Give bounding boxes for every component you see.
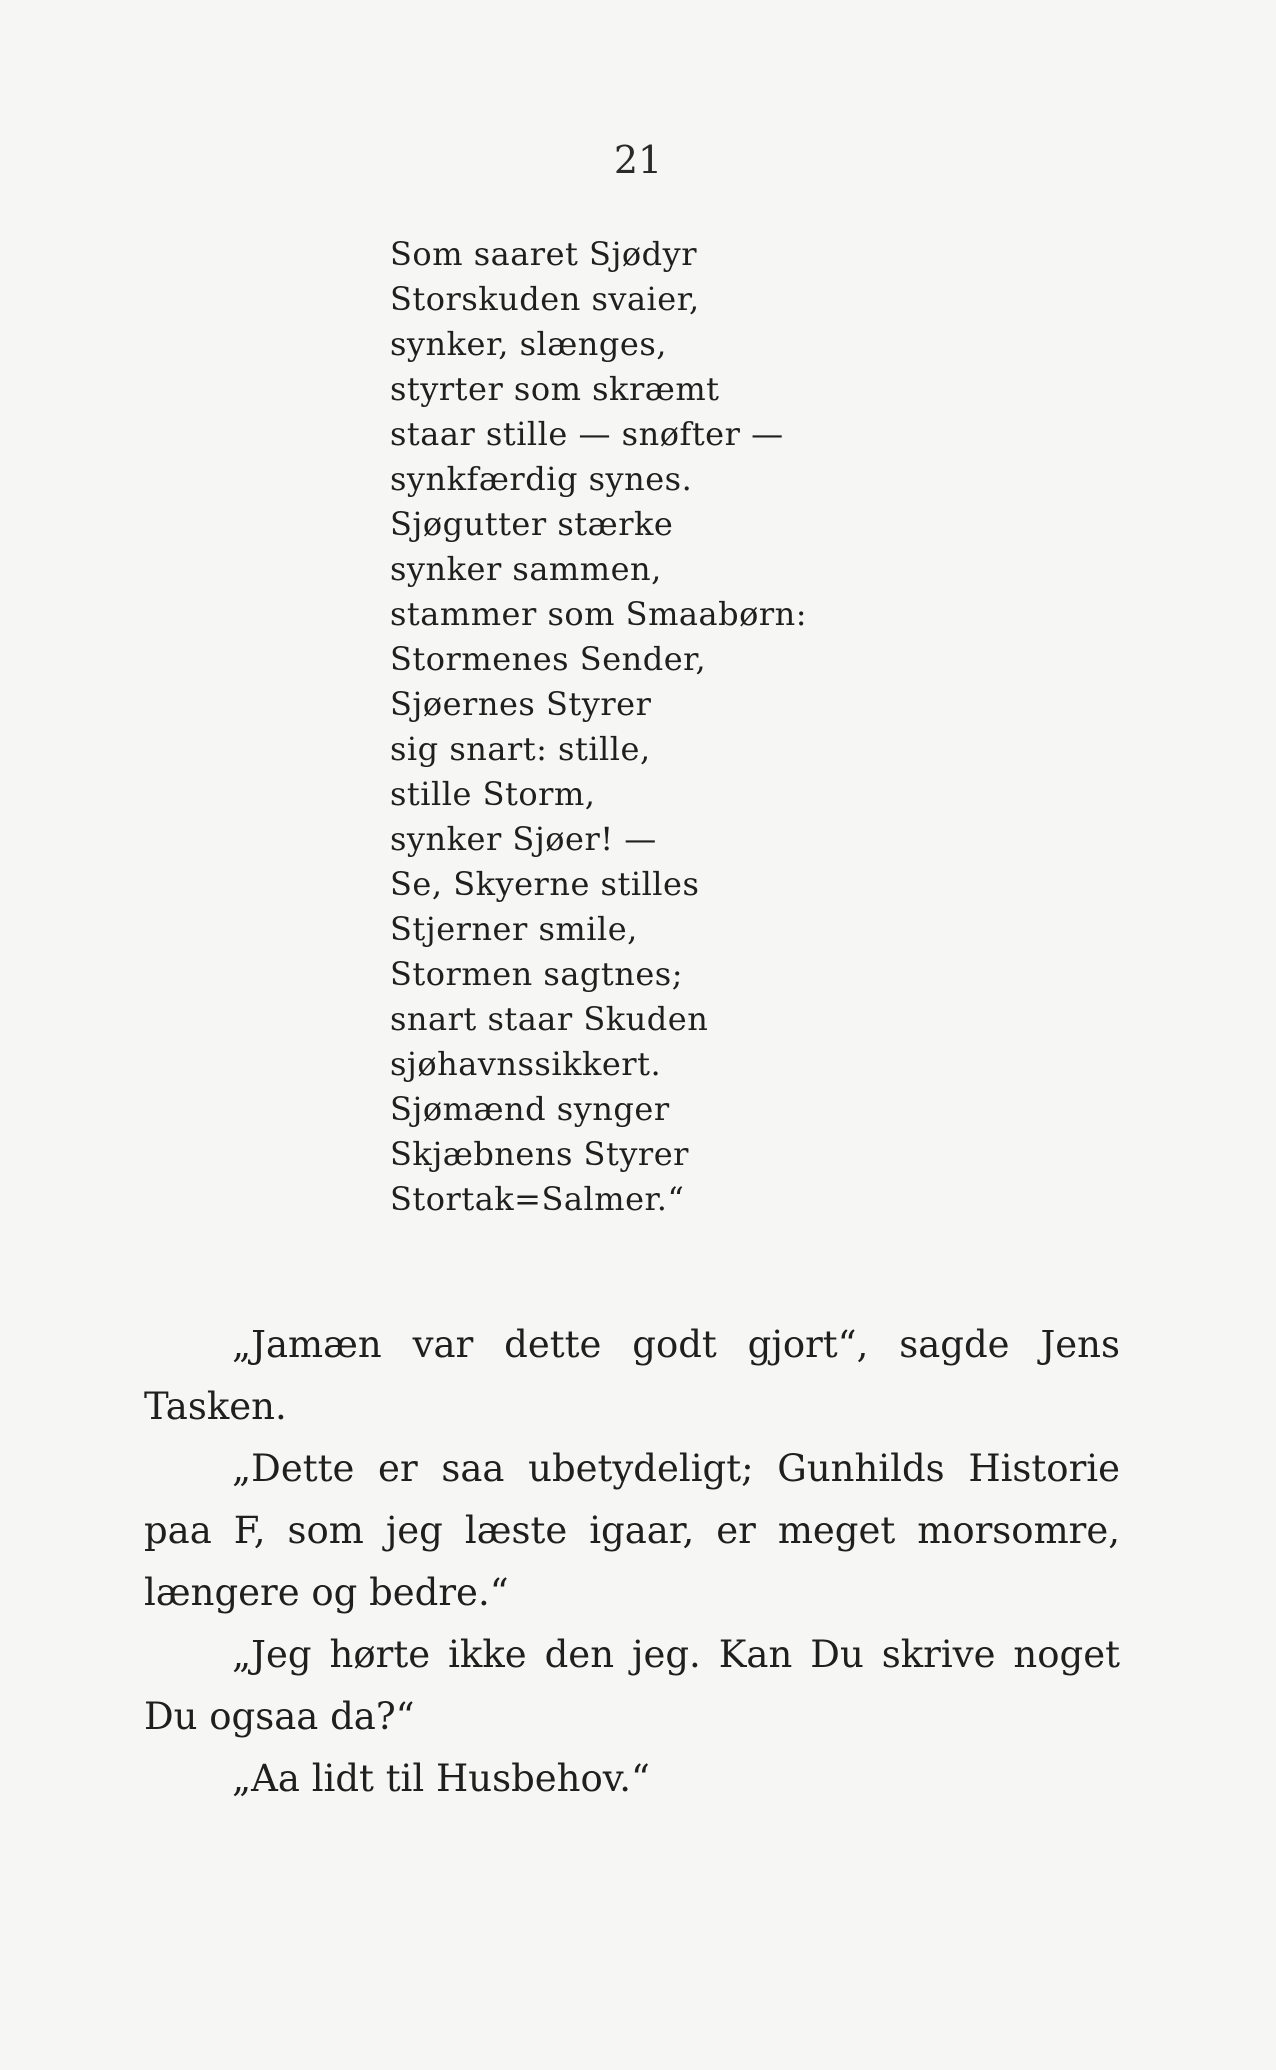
poem-line: sjøhavnssikkert. xyxy=(390,1045,662,1083)
poem-line: Stormenes Sender, xyxy=(390,640,707,678)
poem-line: Stortak=Salmer.“ xyxy=(390,1180,685,1218)
poem-line: Stjerner smile, xyxy=(390,910,638,948)
poem-stanza xyxy=(390,232,890,1222)
poem-line: staar stille — snøfter — xyxy=(390,415,784,453)
dialogue-paragraph: „Jeg hørte ikke den jeg. Kan Du skrive noget Du ogsaa da?“ xyxy=(144,1633,1120,1738)
poem-line: Storskuden svaier, xyxy=(390,280,700,318)
poem-line: Sjøernes Styrer xyxy=(390,685,652,723)
poem-line: Stormen sagtnes; xyxy=(390,955,683,993)
poem-line: styrter som skræmt xyxy=(390,370,720,408)
poem-line: sig snart: stille, xyxy=(390,730,651,768)
poem-line: synker, slænges, xyxy=(390,325,667,363)
poem-line: Sjøgutter stærke xyxy=(390,505,674,543)
dialogue-paragraph: „Aa lidt til Husbehov.“ xyxy=(232,1757,650,1800)
poem-line: synkfærdig synes. xyxy=(390,460,693,498)
poem-line: Sjømænd synger xyxy=(390,1090,670,1128)
dialogue-paragraph: „Dette er saa ubetydeligt; Gunhilds Historie paa F, som jeg læste igaar, er meget morsomre, længere og bedre.“ xyxy=(144,1447,1120,1614)
poem-line: synker sammen, xyxy=(390,550,662,588)
poem-line: stille Storm, xyxy=(390,775,596,813)
page-number: 21 xyxy=(613,138,663,182)
poem-line: snart staar Skuden xyxy=(390,1000,709,1038)
poem-line: Skjæbnens Styrer xyxy=(390,1135,689,1173)
poem-line: Som saaret Sjødyr xyxy=(390,235,698,273)
prose-block xyxy=(144,1314,1120,1810)
poem-line: Se, Skyerne stilles xyxy=(390,865,700,903)
poem-line: stammer som Smaabørn: xyxy=(390,595,808,633)
poem-line: synker Sjøer! — xyxy=(390,820,657,858)
dialogue-paragraph: „Jamæn var dette godt gjort“, sagde Jens Tasken. xyxy=(144,1323,1120,1428)
